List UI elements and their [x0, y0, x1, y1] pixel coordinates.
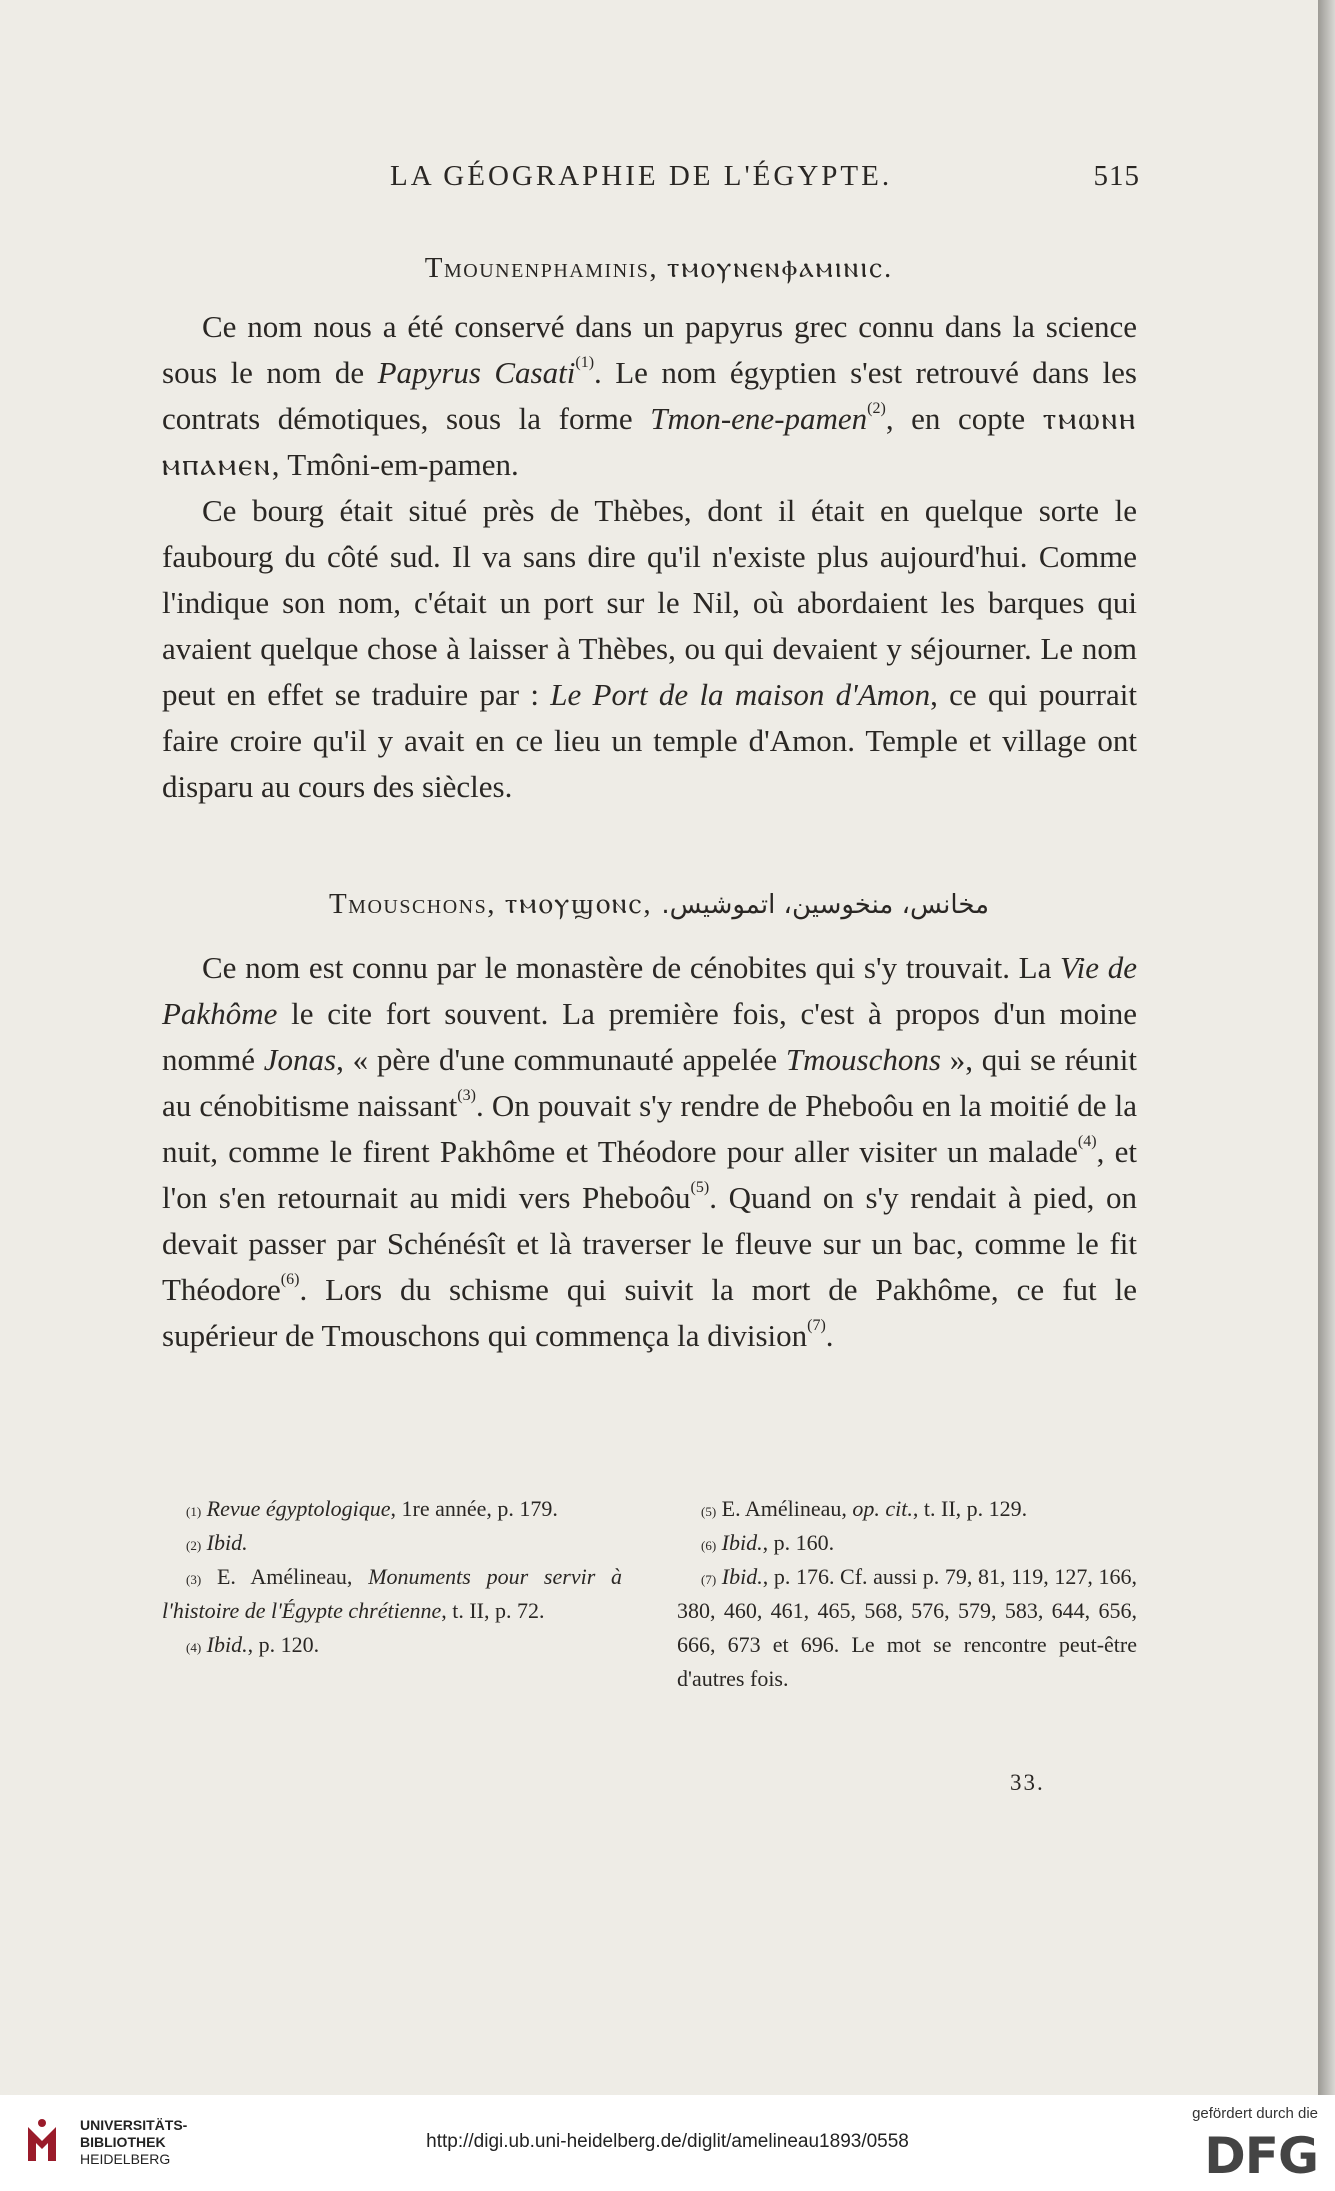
italic-name: Tmouschons [785, 1042, 941, 1077]
section1-body [162, 304, 1137, 810]
running-title: LA GÉOGRAPHIE DE L'ÉGYPTE. [390, 160, 893, 192]
italic-term: Tmon-ene-pamen [650, 401, 868, 436]
italic-translation: Le Port de la maison d'Amon [550, 677, 931, 712]
footnote-6 [677, 1526, 1137, 1560]
footnote-1 [162, 1492, 622, 1526]
text: , t. II, p. 72. [441, 1598, 545, 1623]
text: . Lors du schisme qui suivit la mort de Pakhôme, ce fut le supérieur de Tmouschons qui commença la division [162, 1272, 1137, 1353]
text: . [825, 1318, 834, 1353]
permalink-url[interactable]: http://digi.ub.uni-heidelberg.de/diglit/amelineau1893/0558 [426, 2131, 909, 2152]
text: E. Amélineau, [216, 1564, 369, 1589]
footnote-mark: (3) [186, 1572, 202, 1587]
text: , « père d'une communauté appelée [336, 1042, 786, 1077]
footnotes [162, 1492, 1137, 1762]
funder-label: gefördert durch die [1192, 2105, 1318, 2122]
footnote-mark: (4) [186, 1640, 202, 1655]
coptic-word: ⲧⲙⲱⲛⲏ ⲙⲡⲁⲙⲉⲛ [162, 401, 1137, 482]
page-number: 515 [1093, 160, 1140, 192]
digitization-footer [0, 2095, 1335, 2191]
paragraph [162, 945, 1137, 1359]
heading-latin: Tmounenphaminis, [424, 252, 659, 284]
italic-title: Ibid. [206, 1632, 248, 1657]
italic-title: Monuments pour servir à l'histoire de l'Égypte chrétienne [162, 1564, 623, 1623]
text: le cite fort souvent. La première fois, c'est à propos d'un moine nommé [162, 996, 1137, 1077]
section-heading-tmounenphaminis [0, 252, 1318, 285]
footnote-ref: (6) [280, 1271, 300, 1288]
section2-body [162, 945, 1137, 1359]
footnote-ref: (3) [457, 1087, 476, 1104]
text: , 1re année, p. 179. [390, 1496, 558, 1521]
text: Ce nom nous a été conservé dans un papyrus grec connu dans la science sous le nom de [162, 309, 1137, 390]
institution-line: UNIVERSITÄTS- [80, 2117, 188, 2133]
footnote-ref: (7) [807, 1317, 826, 1334]
paragraph [162, 488, 1137, 810]
footnote-ref: (4) [1077, 1133, 1097, 1150]
text: , et l'on s'en retournait au midi vers Pheboôu [162, 1134, 1137, 1215]
heading-coptic: ⲧⲙⲟⲩϣⲟⲛⲥ, [504, 888, 653, 920]
italic-title: Revue égyptologique [206, 1496, 391, 1521]
section-heading-tmouschons [0, 888, 1318, 921]
italic-name: Jonas [263, 1042, 337, 1077]
footnote-ref: (2) [867, 400, 886, 417]
italic-title: Ibid. [721, 1530, 763, 1555]
dfg-logo: DFG [1204, 2127, 1318, 2185]
footnote-mark: (1) [186, 1504, 202, 1519]
footnote-5 [677, 1492, 1137, 1526]
text: , Tmôni-em-pamen. [271, 447, 519, 482]
text: , p. 120. [247, 1632, 320, 1657]
text: . Le nom égyptien s'est retrouvé dans les contrats démotiques, sous la forme [162, 355, 1137, 436]
italic-title: Ibid. [206, 1530, 248, 1555]
signature-mark: 33. [1010, 1770, 1045, 1795]
institution-line: HEIDELBERG [80, 2151, 171, 2167]
text: Ce nom est connu par le monastère de cénobites qui s'y trouvait. La [202, 950, 1061, 985]
text: E. Amélineau, [721, 1496, 853, 1521]
text: , p. 160. [762, 1530, 835, 1555]
footnote-3 [162, 1560, 622, 1628]
text: , t. II, p. 129. [912, 1496, 1028, 1521]
heading-latin: Tmouschons, [328, 888, 497, 920]
footnotes-right-column [677, 1492, 1137, 1696]
page-edge-shadow [1318, 0, 1335, 2095]
footnote-mark: (7) [701, 1572, 717, 1587]
heading-arabic: مخانس، منخوسين، اتموشيس. [661, 890, 990, 920]
italic-title: Papyrus Casati [377, 355, 576, 390]
institution-line: BIBLIOTHEK [80, 2134, 166, 2150]
footnote-mark: (2) [186, 1538, 202, 1553]
italic-title: Vie de Pakhôme [162, 950, 1137, 1031]
text: , ce qui pourrait faire croire qu'il y avait en ce lieu un temple d'Amon. Temple et village ont disparu au cours des siècles. [162, 677, 1137, 804]
footnote-7 [677, 1560, 1137, 1696]
footnote-ref: (1) [575, 354, 595, 371]
text: , en copte [885, 401, 1043, 436]
text: . Quand on s'y rendait à pied, on devait passer par Schénésît et là traverser le fleuve sur un bac, comme le fit Théodore [162, 1180, 1137, 1307]
heading-coptic: ⲧⲙⲟⲩⲛⲉⲛⲫⲁⲙⲓⲛⲓⲥ. [666, 252, 894, 284]
text: », qui se réunit au cénobitisme naissant [162, 1042, 1138, 1123]
text: , p. 176. Cf. aussi p. 79, 81, 119, 127, 166, 380, 460, 461, 465, 568, 576, 579, 583, 644, 656, 666, 673 et 696. Le mot se rencontre peut-être d'autres fois. [677, 1564, 1137, 1691]
footnotes-left-column [162, 1492, 622, 1662]
footnote-4 [162, 1628, 622, 1662]
italic-title: op. cit. [852, 1496, 913, 1521]
footnote-ref: (5) [690, 1179, 710, 1196]
footnote-mark: (5) [701, 1504, 717, 1519]
footnote-mark: (6) [701, 1538, 717, 1553]
italic-title: Ibid. [721, 1564, 763, 1589]
paragraph [162, 304, 1137, 488]
running-head [160, 160, 1140, 200]
footnote-2 [162, 1526, 622, 1560]
text: Ce bourg était situé près de Thèbes, dont il était en quelque sorte le faubourg du côté sud. Il va sans dire qu'il n'existe plus aujourd'hui. Comme l'indique son nom, c'était un port sur le Nil, où abordaient les barques qui avaient quelque chose à laisser à Thèbes, ou qui devaient y séjourner. Le nom peut en effet se traduire par : [162, 493, 1137, 712]
text: . On pouvait s'y rendre de Pheboôu en la moitié de la nuit, comme le firent Pakhôme et Théodore pour aller visiter un malade [162, 1088, 1137, 1169]
